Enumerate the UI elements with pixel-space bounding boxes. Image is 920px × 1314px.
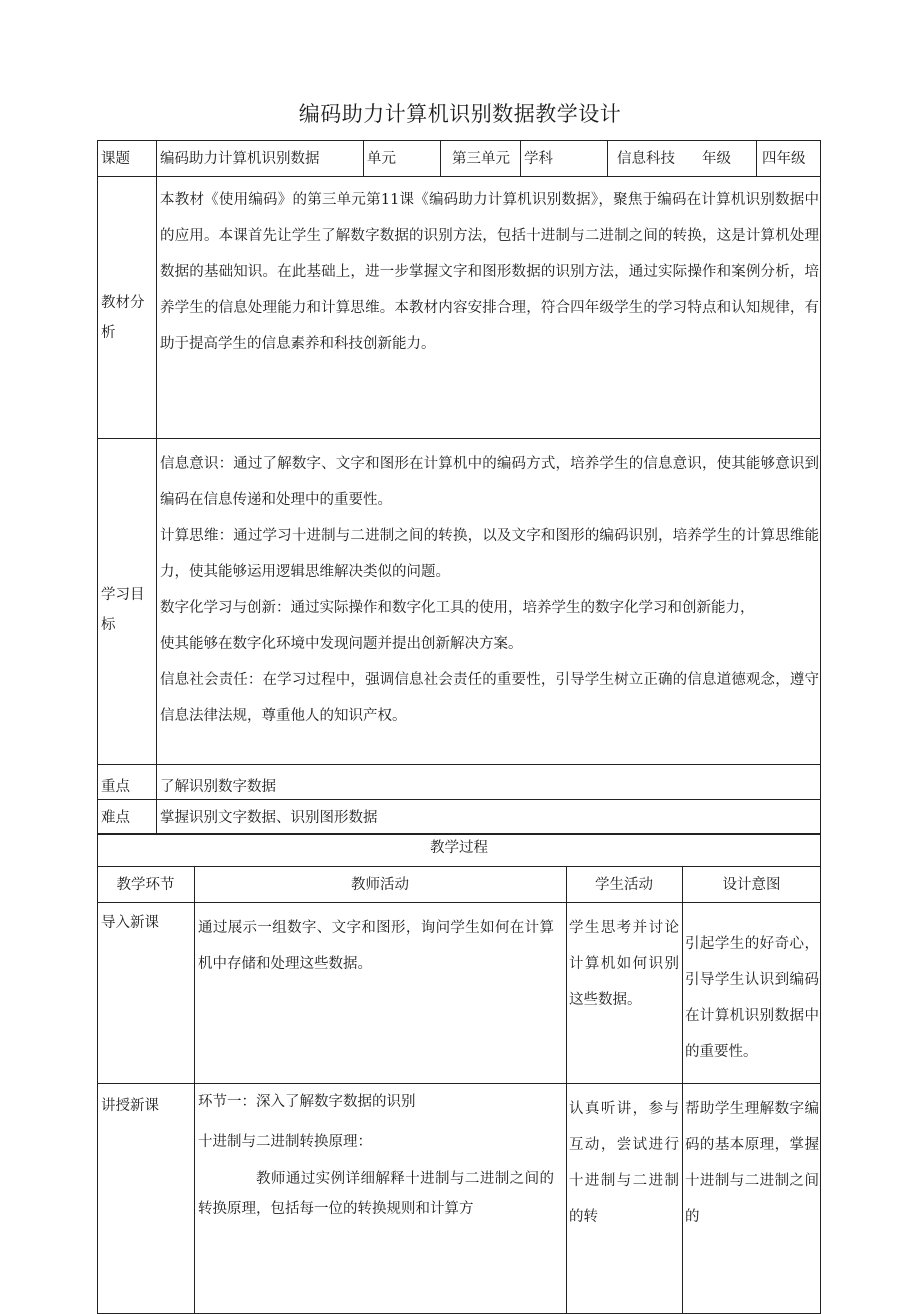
subject-value: 信息科技 bbox=[617, 151, 675, 167]
col-divider bbox=[194, 866, 195, 1314]
stage-cell: 讲授新课 bbox=[101, 1098, 159, 1114]
student-activity-cell: 认真听讲，参与互动，尝试进行十进制与二进制的转 bbox=[569, 1101, 679, 1225]
goal-item: 计算思维：通过学习十进制与二进制之间的转换，以及文字和图形的编码识别，培养学生的计算思维能力，使其能够运用逻辑思维解决类似的问题。 bbox=[160, 528, 819, 580]
learning-goals-label: 学习目 标 bbox=[101, 587, 145, 633]
row-divider bbox=[97, 866, 821, 867]
row-divider bbox=[97, 438, 821, 439]
column-header-student: 学生活动 bbox=[595, 877, 653, 893]
column-header-teacher: 教师活动 bbox=[351, 877, 409, 893]
goal-item: 信息社会责任：在学习过程中，强调信息社会责任的重要性，引导学生树立正确的信息道德观念，遵守信息法律法规，尊重他人的知识产权。 bbox=[160, 672, 819, 724]
col-divider bbox=[566, 866, 567, 1314]
row-divider bbox=[97, 902, 821, 903]
key-point-value: 了解识别数字数据 bbox=[160, 779, 276, 795]
teacher-activity-line: 环节一：深入了解数字数据的识别 bbox=[198, 1094, 416, 1110]
col-divider bbox=[756, 140, 757, 176]
design-intent-cell: 引起学生的好奇心，引导学生认识到编码在计算机识别数据中的重要性。 bbox=[685, 936, 819, 1060]
goal-item: 使其能够在数字化环境中发现问题并提出创新解决方案。 bbox=[160, 636, 523, 652]
column-header-stage: 教学环节 bbox=[116, 877, 175, 893]
col-divider bbox=[156, 140, 157, 834]
teacher-activity-cell bbox=[198, 1084, 554, 1224]
unit-value: 第三单元 bbox=[452, 151, 510, 167]
col-divider bbox=[607, 140, 608, 176]
teacher-activity-line: 十进制与二进制转换原理： bbox=[198, 1134, 372, 1150]
col-divider bbox=[440, 140, 441, 176]
material-analysis-text: 本教材《使用编码》的第三单元第11课《编码助力计算机识别数据》，聚焦于编码在计算机识别数据中的应用。本课首先让学生了解数字数据的识别方法，包括十进制与二进制之间的转换，这是计算机处理数据的基础知识。在此基础上，进一步掌握文字和图形数据的识别方法，通过实际操作和案例分析，培养学生的信息处理能力和计算思维。本教材内容安排合理，符合四年级学生的学习特点和认知规律，有助于提高学生的信息素养和科技创新能力。 bbox=[160, 192, 819, 352]
teacher-activity-cell: 通过展示一组数字、文字和图形，询问学生如何在计算机中存储和处理这些数据。 bbox=[198, 920, 554, 972]
row-divider bbox=[97, 799, 821, 800]
process-heading: 教学过程 bbox=[430, 840, 488, 856]
unit-label: 单元 bbox=[367, 151, 396, 167]
material-analysis-label: 教材分 析 bbox=[101, 295, 145, 341]
difficulty-label: 难点 bbox=[101, 810, 130, 826]
learning-goals-list bbox=[160, 446, 819, 734]
column-header-intent: 设计意图 bbox=[722, 877, 781, 893]
course-label: 课题 bbox=[101, 151, 130, 167]
col-divider bbox=[363, 140, 364, 176]
col-divider bbox=[682, 866, 683, 1314]
design-intent-cell: 帮助学生理解数字编码的基本原理，掌握十进制与二进制之间的 bbox=[685, 1101, 819, 1225]
goal-item: 数字化学习与创新：通过实际操作和数字化工具的使用，培养学生的数字化学习和创新能力， bbox=[160, 600, 755, 616]
row-divider bbox=[97, 176, 821, 177]
grade-value: 四年级 bbox=[762, 151, 806, 167]
col-divider bbox=[520, 140, 521, 176]
student-activity-cell: 学生思考并讨论计算机如何识别这些数据。 bbox=[569, 920, 679, 1008]
teacher-activity-line: 教师通过实例详细解释十进制与二进制之间的转换原理，包括每一位的转换规则和计算方 bbox=[198, 1171, 554, 1217]
row-divider bbox=[97, 764, 821, 765]
difficulty-value: 掌握识别文字数据、识别图形数据 bbox=[160, 810, 378, 826]
course-value: 编码助力计算机识别数据 bbox=[160, 151, 320, 167]
grade-label: 年级 bbox=[702, 151, 731, 167]
goal-item: 信息意识：通过了解数字、文字和图形在计算机中的编码方式，培养学生的信息意识，使其能够意识到编码在信息传递和处理中的重要性。 bbox=[160, 456, 819, 508]
document-title: 编码助力计算机识别数据教学设计 bbox=[298, 102, 622, 126]
key-point-label: 重点 bbox=[101, 779, 130, 795]
teaching-process-table bbox=[97, 834, 821, 1314]
subject-label: 学科 bbox=[524, 151, 553, 167]
stage-cell: 导入新课 bbox=[101, 915, 159, 931]
